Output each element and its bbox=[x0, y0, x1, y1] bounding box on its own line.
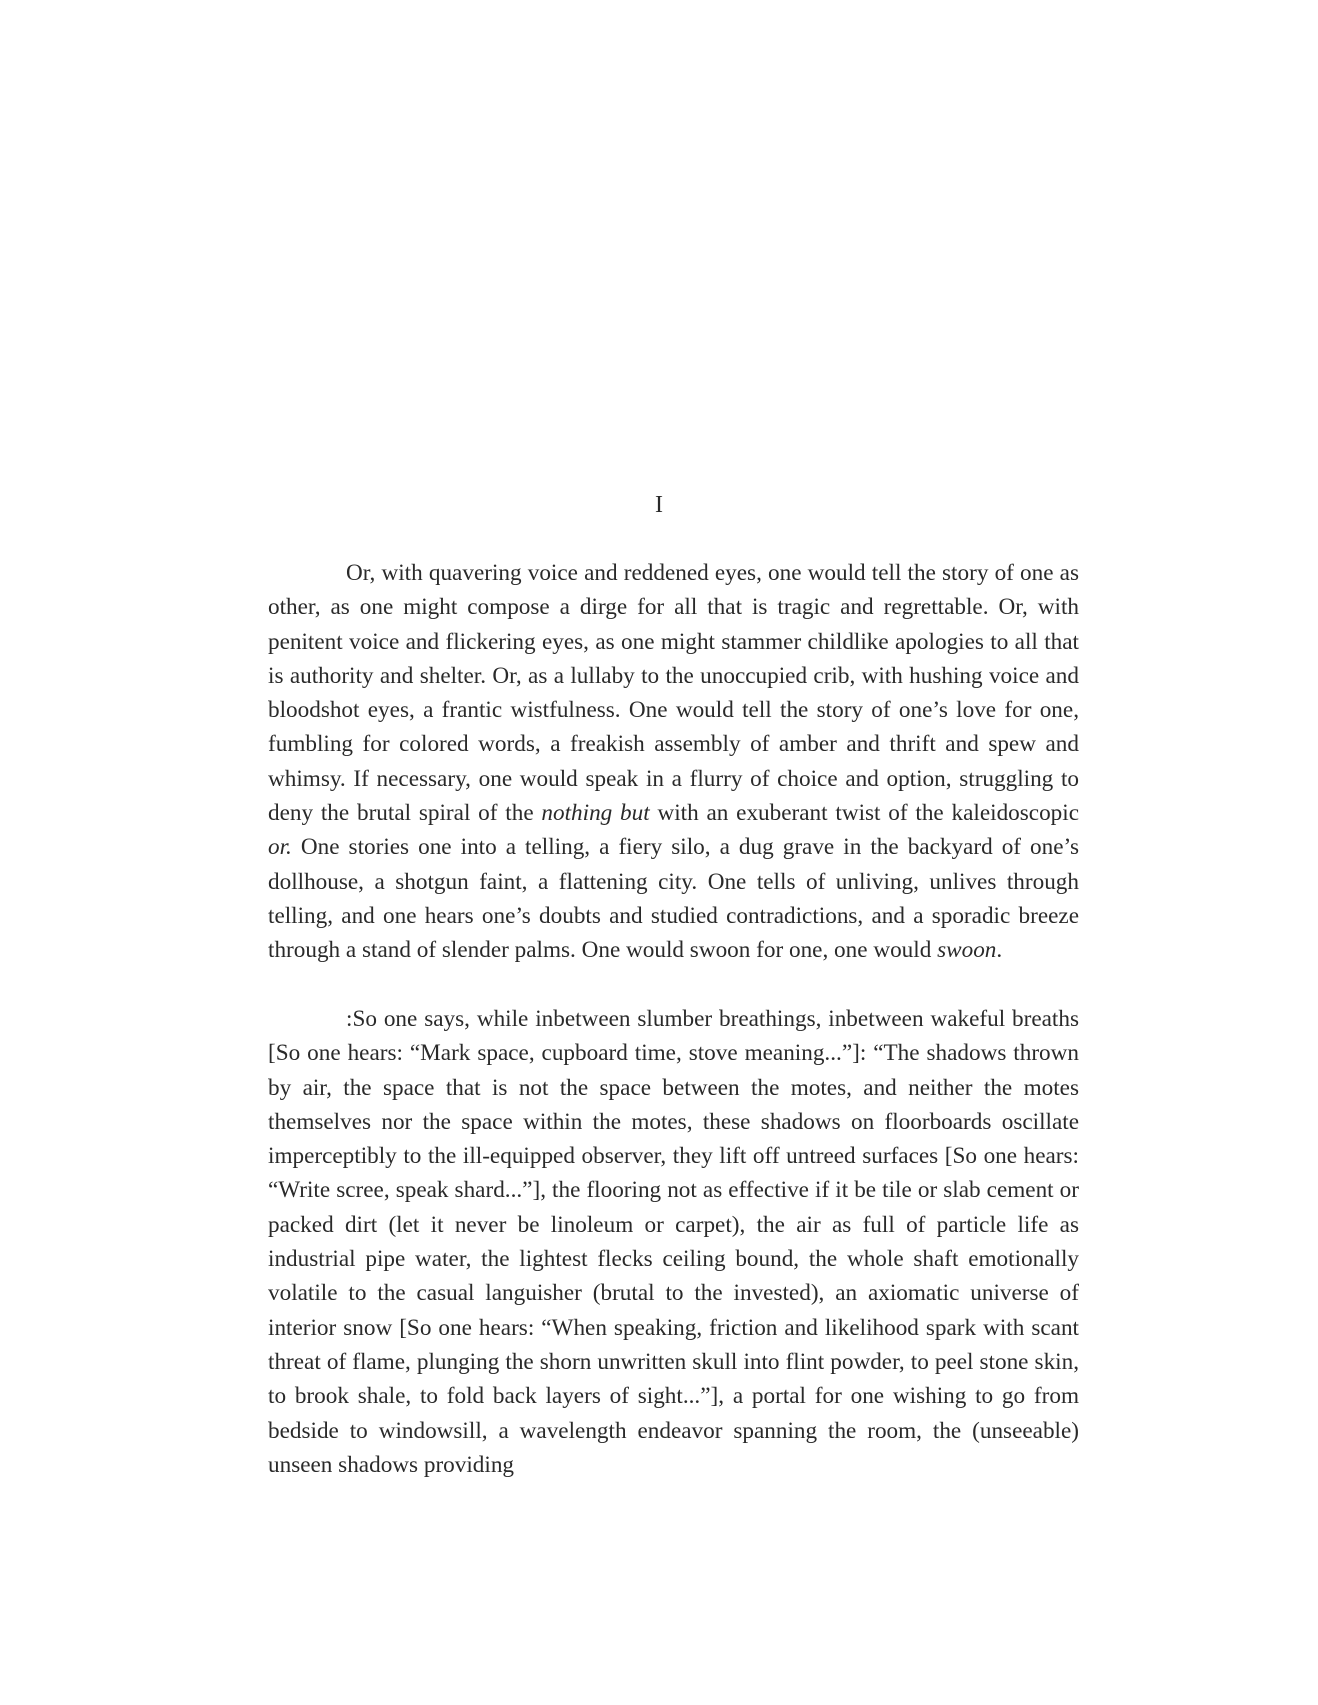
text-segment: One stories one into a telling, a fiery silo, a dug grave in the backyard of one’s dollhouse, a shotgun faint, a flattening city. One tells of unliving, unlives through telling, and one hears one’s doubts and studied contradictions, and a sporadic breeze through a stand of slender palms. One would swoon for one, one would bbox=[268, 834, 1079, 964]
chapter-heading: I bbox=[655, 492, 663, 518]
text-segment: . bbox=[996, 937, 1003, 964]
text-segment: with an exuberant twist of the kaleidoscopic bbox=[649, 800, 1079, 827]
italic-text-segment: nothing but bbox=[541, 800, 650, 827]
italic-text-segment: or. bbox=[268, 834, 292, 861]
text-segment: :So one says, while inbetween slumber breathings, inbetween wakeful breaths [So one hears: “Mark space, cupboard time, stove meaning...”]: “The shadows thrown by air, the space that is not the space between the motes, and neither the motes themselves nor the space within the motes, these shadows on floorboards oscillate imperceptibly to the ill-equipped observer, they lift off untreed surfaces [So one hears: “Write scree, speak shard...”], the flooring not as effective if it be tile or slab cement or packed dirt (let it never be linoleum or carpet), the air as full of particle life as industrial pipe water, the lightest flecks ceiling bound, the whole shaft emotionally volatile to the casual languisher (brutal to the invested), an axiomatic universe of interior snow [So one hears: “When speaking, friction and likelihood spark with scant threat of flame, plunging the shorn unwritten skull into flint powder, to peel stone skin, to brook shale, to fold back layers of sight...”], a portal for one wishing to go from bedside to windowsill, a wavelength endeavor spanning the room, the (unseeable) unseen shadows providing bbox=[268, 1006, 1079, 1478]
paragraph-2 bbox=[268, 1002, 1079, 1478]
paragraph-1 bbox=[268, 556, 1079, 968]
text-segment: Or, with quavering voice and reddened eyes, one would tell the story of one as other, as one might compose a dirge for all that is tragic and regrettable. Or, with penitent voice and flickering eyes, as one might stammer childlike apologies to all that is authority and shelter. Or, as a lullaby to the unoccupied crib, with hushing voice and bloodshot eyes, a frantic wistfulness. One would tell the story of one’s love for one, fumbling for colored words, a freakish assembly of amber and thrift and spew and whimsy. If necessary, one would speak in a flurry of choice and option, struggling to deny the brutal spiral of the bbox=[268, 560, 1079, 827]
italic-text-segment: swoon bbox=[937, 937, 997, 964]
